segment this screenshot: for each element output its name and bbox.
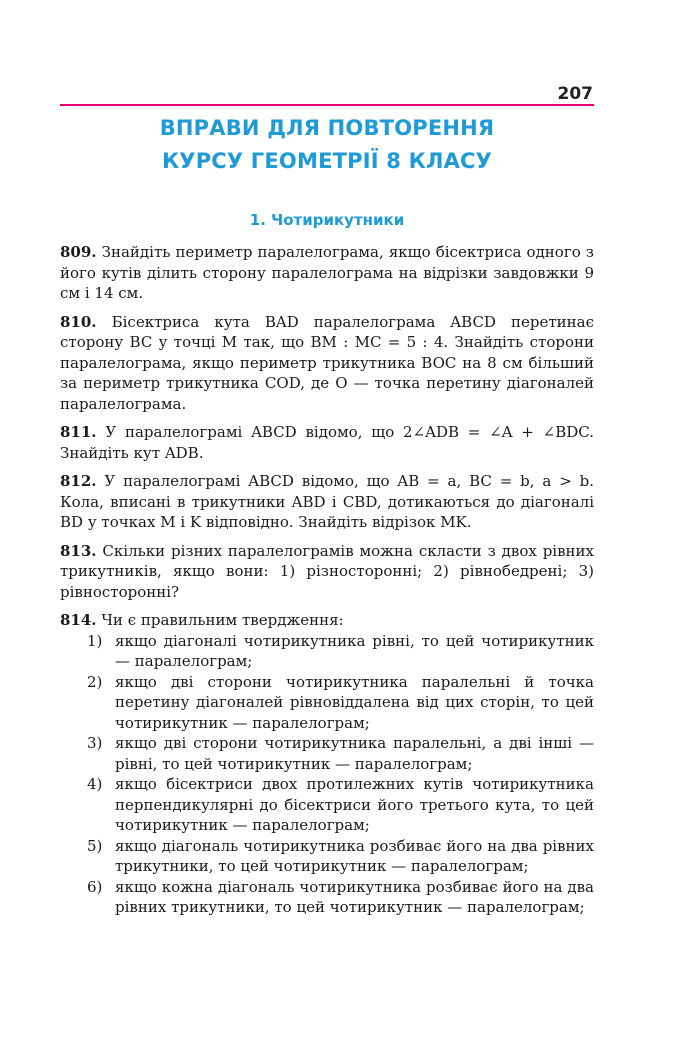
exercise-number: 814. xyxy=(60,611,97,629)
section-title: 1. Чотирикутники xyxy=(249,211,405,229)
page-number: 207 xyxy=(557,84,593,104)
sub-item-number: 1) xyxy=(87,631,103,650)
title-line-1: ВПРАВИ ДЛЯ ПОВТОРЕННЯ xyxy=(159,116,495,140)
exercise-text: У паралелограмі ABCD відомо, що 2∠ADB = ∠A + ∠BDC. Знайдіть кут ADB. xyxy=(60,423,594,462)
sub-item-text: якщо діагональ чотирикутника розбиває його на два рівних трикутники, то цей чотирикутник — паралелограм; xyxy=(115,836,594,875)
exercise-number: 812. xyxy=(60,472,97,490)
page-title xyxy=(60,112,594,178)
exercise-text: У паралелограмі ABCD відомо, що AB = a, BC = b, a > b. Кола, вписані в трикутники ABD і CBD, дотикаються до діагоналі BD у точках M і K відповідно. Знайдіть відрізок MK. xyxy=(60,472,594,531)
sub-item-number: 3) xyxy=(87,734,103,752)
sub-item-number: 6) xyxy=(87,877,103,896)
sub-item xyxy=(60,836,594,877)
exercise-number: 810. xyxy=(60,312,97,331)
sub-item xyxy=(60,774,594,836)
exercise-811 xyxy=(60,422,594,463)
exercise-text: Чи є правильним твердження: xyxy=(101,611,344,629)
exercise-813 xyxy=(60,541,594,603)
exercise-number: 813. xyxy=(60,541,97,560)
sub-item-number: 2) xyxy=(87,672,103,691)
sub-item-text: якщо діагоналі чотирикутника рівні, то цей чотирикутник — паралелограм; xyxy=(115,631,594,670)
exercise-list xyxy=(60,242,594,926)
exercise-814 xyxy=(60,610,594,918)
exercise-810 xyxy=(60,312,594,415)
exercise-text: Скільки різних паралелограмів можна скласти з двох рівних трикутників, якщо вони: 1) різносторонні; 2) рівнобедрені; 3) рівносторонні? xyxy=(60,541,594,601)
sub-item xyxy=(60,733,594,774)
sub-item-text: якщо бісектриси двох протилежних кутів чотирикутника перпендикулярні до бісектриси його третього кута, то цей чотирикутник — паралелограм; xyxy=(115,775,594,834)
title-line-2: КУРСУ ГЕОМЕТРІЇ 8 КЛАСУ xyxy=(161,149,493,173)
sub-item-text: якщо дві сторони чотирикутника паралельні й точка перетину діагоналей рівновіддалена від цих сторін, то цей чотирикутник — паралелограм; xyxy=(115,672,594,732)
sub-item-number: 5) xyxy=(87,836,103,855)
header-rule xyxy=(60,104,594,106)
sub-item-text: якщо кожна діагональ чотирикутника розбиває його на два рівних трикутники, то цей чотирикутник — паралелограм; xyxy=(115,877,594,916)
sub-item-text: якщо дві сторони чотирикутника паралельні, а дві інші — рівні, то цей чотирикутник — паралелограм; xyxy=(115,734,594,773)
sub-item xyxy=(60,631,594,672)
sub-item xyxy=(60,672,594,734)
exercise-text: Знайдіть периметр паралелограма, якщо бісектриса одного з його кутів ділить сторону паралелограма на відрізки завдовжки 9 см і 14 см. xyxy=(60,243,594,302)
exercise-number: 809. xyxy=(60,243,97,261)
sub-item-number: 4) xyxy=(87,775,103,793)
sub-item-list xyxy=(60,631,594,918)
exercise-text: Бісектриса кута BAD паралелограма ABCD перетинає сторону BC у точці M так, що BM : MC = 5 : 4. Знайдіть сторони паралелограма, якщо периметр трикутника BOC на 8 см більший за периметр трикутника COD, де O — точка перетину діагоналей паралелограма. xyxy=(60,312,594,413)
exercise-812 xyxy=(60,471,594,533)
exercise-number: 811. xyxy=(60,423,97,441)
sub-item xyxy=(60,877,594,918)
exercise-809 xyxy=(60,242,594,304)
